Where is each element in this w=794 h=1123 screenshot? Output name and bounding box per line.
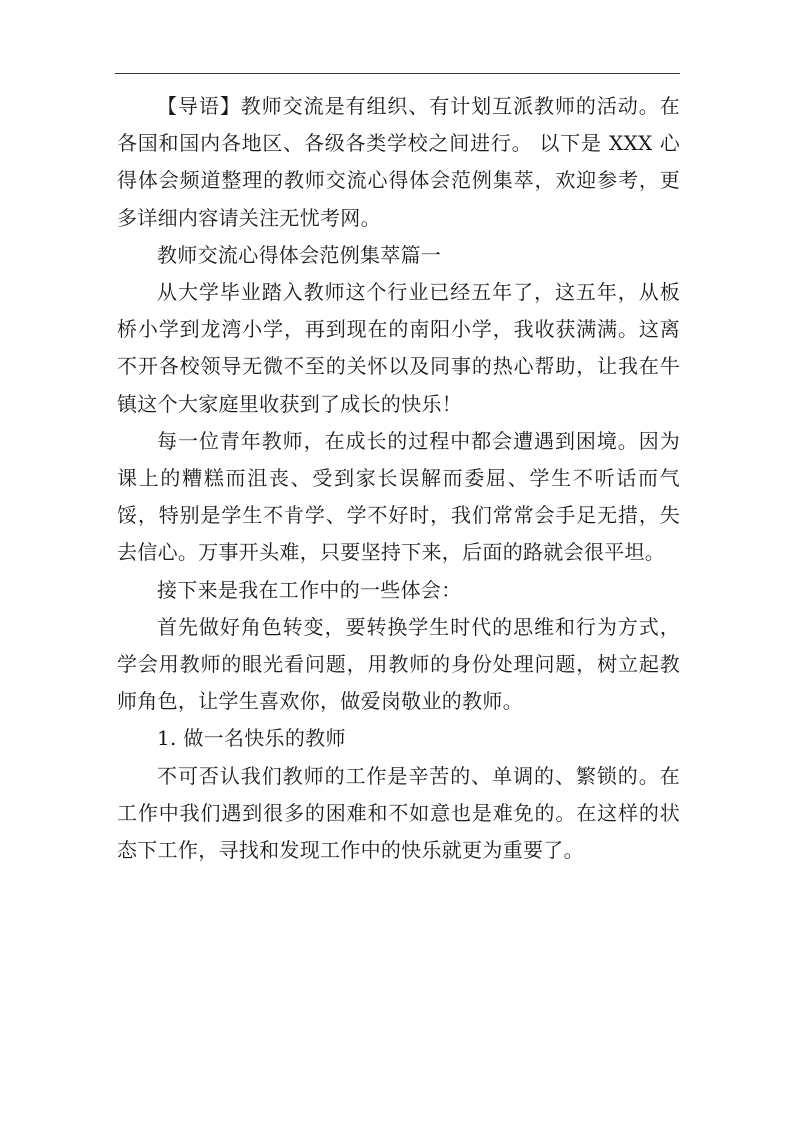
body-paragraph: 首先做好角色转变，要转换学生时代的思维和行为方式，学会用教师的眼光看问题，用教师的身份处理问题，树立起教师角色，让学生喜欢你，做爱岗敬业的教师。 [117, 614, 680, 714]
body-paragraph: 不可否认我们教师的工作是辛苦的、单调的、繁锁的。在工作中我们遇到很多的困难和不如意也是难免的。在这样的状态下工作，寻找和发现工作中的快乐就更为重要了。 [117, 763, 680, 863]
document-body [117, 88, 680, 869]
subsection-title: 1. 做一名快乐的教师 [157, 726, 346, 751]
header-rule [115, 73, 680, 74]
body-paragraph: 每一位青年教师，在成长的过程中都会遭遇到困境。因为课上的糟糕而沮丧、受到家长误解而委屈、学生不听话而气馁，特别是学生不肯学、学不好时，我们常常会手足无措，失去信心。万事开头难，只要坚持下来，后面的路就会很平坦。 [117, 428, 680, 565]
body-paragraph: 接下来是我在工作中的一些体会： [157, 577, 462, 602]
intro-paragraph: 【导语】教师交流是有组织、有计划互派教师的活动。在各国和国内各地区、各级各类学校之间进行。 以下是 XXX 心得体会频道整理的教师交流心得体会范例集萃，欢迎参考，更多详细内容请关注无忧考网。 [117, 94, 680, 230]
body-paragraph: 从大学毕业踏入教师这个行业已经五年了，这五年，从板桥小学到龙湾小学，再到现在的南阳小学，我收获满满。这离不开各校领导无微不至的关怀以及同事的热心帮助，让我在牛镇这个大家庭里收获到了成长的快乐！ [117, 280, 680, 416]
section-title: 教师交流心得体会范例集萃篇一 [157, 242, 442, 267]
